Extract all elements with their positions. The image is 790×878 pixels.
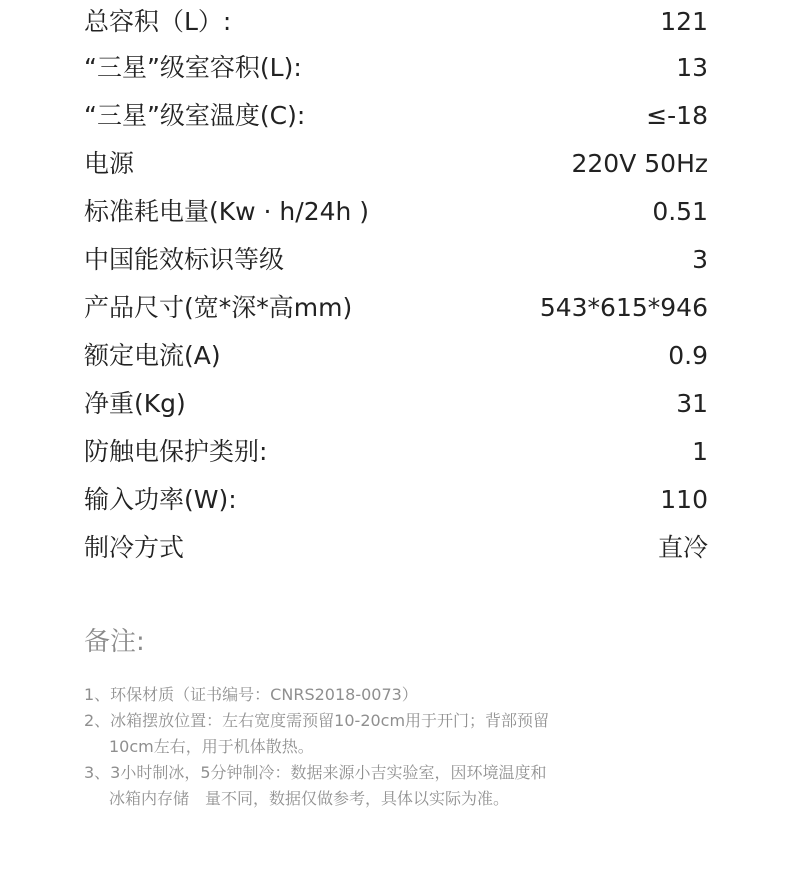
notes-list <box>84 682 684 812</box>
notes-title: 备注: <box>84 627 145 657</box>
spec-label: 产品尺寸(宽*深*高mm) <box>84 293 353 322</box>
spec-row-dimensions <box>84 284 708 332</box>
spec-label: 净重(Kg) <box>84 389 186 418</box>
spec-value: 1 <box>692 437 708 466</box>
note-line: 2、冰箱摆放位置：左右宽度需预留10-20cm用于开门；背部预留 <box>84 711 550 730</box>
spec-label: “三星”级室温度(C): <box>84 101 306 130</box>
spec-value: 110 <box>660 485 708 514</box>
spec-value: 0.51 <box>652 197 708 226</box>
spec-row-input-power <box>84 476 708 524</box>
note-line: 冰箱内存储 量不同，数据仅做参考，具体以实际为准。 <box>109 789 510 808</box>
spec-label: 输入功率(W): <box>84 485 237 514</box>
spec-label: “三星”级室容积(L): <box>84 53 302 82</box>
spec-label: 标准耗电量(Kw · h/24h ) <box>84 197 370 226</box>
spec-label: 制冷方式 <box>84 533 185 562</box>
spec-value: 直冷 <box>657 533 708 562</box>
spec-label: 总容积（L）: <box>84 7 232 36</box>
note-line: 3、3小时制冰，5分钟制冷：数据来源小吉实验室，因环境温度和 <box>84 763 547 782</box>
spec-row-energy-grade <box>84 236 708 284</box>
spec-value: 31 <box>676 389 708 418</box>
note-line: 10cm左右，用于机体散热。 <box>109 737 314 756</box>
spec-row-total-volume <box>84 0 708 44</box>
spec-label: 电源 <box>84 149 135 178</box>
spec-row-net-weight <box>84 380 708 428</box>
note-line: 1、环保材质（证书编号：CNRS2018-0073） <box>84 685 418 704</box>
spec-row-rated-current <box>84 332 708 380</box>
spec-value: 121 <box>660 7 708 36</box>
spec-value: ≤-18 <box>646 101 708 130</box>
spec-value: 3 <box>692 245 708 274</box>
spec-row-energy-consumption <box>84 188 708 236</box>
spec-row-three-star-volume <box>84 44 708 92</box>
spec-value: 220V 50Hz <box>571 149 708 178</box>
spec-value: 13 <box>676 53 708 82</box>
spec-value: 0.9 <box>668 341 708 370</box>
spec-table <box>84 0 708 572</box>
spec-row-shock-protection <box>84 428 708 476</box>
spec-label: 防触电保护类别: <box>84 437 268 466</box>
spec-row-power-supply <box>84 140 708 188</box>
spec-row-cooling-method <box>84 524 708 572</box>
spec-label: 中国能效标识等级 <box>84 245 285 274</box>
spec-row-three-star-temperature <box>84 92 708 140</box>
spec-label: 额定电流(A) <box>84 341 221 370</box>
spec-value: 543*615*946 <box>539 293 708 322</box>
